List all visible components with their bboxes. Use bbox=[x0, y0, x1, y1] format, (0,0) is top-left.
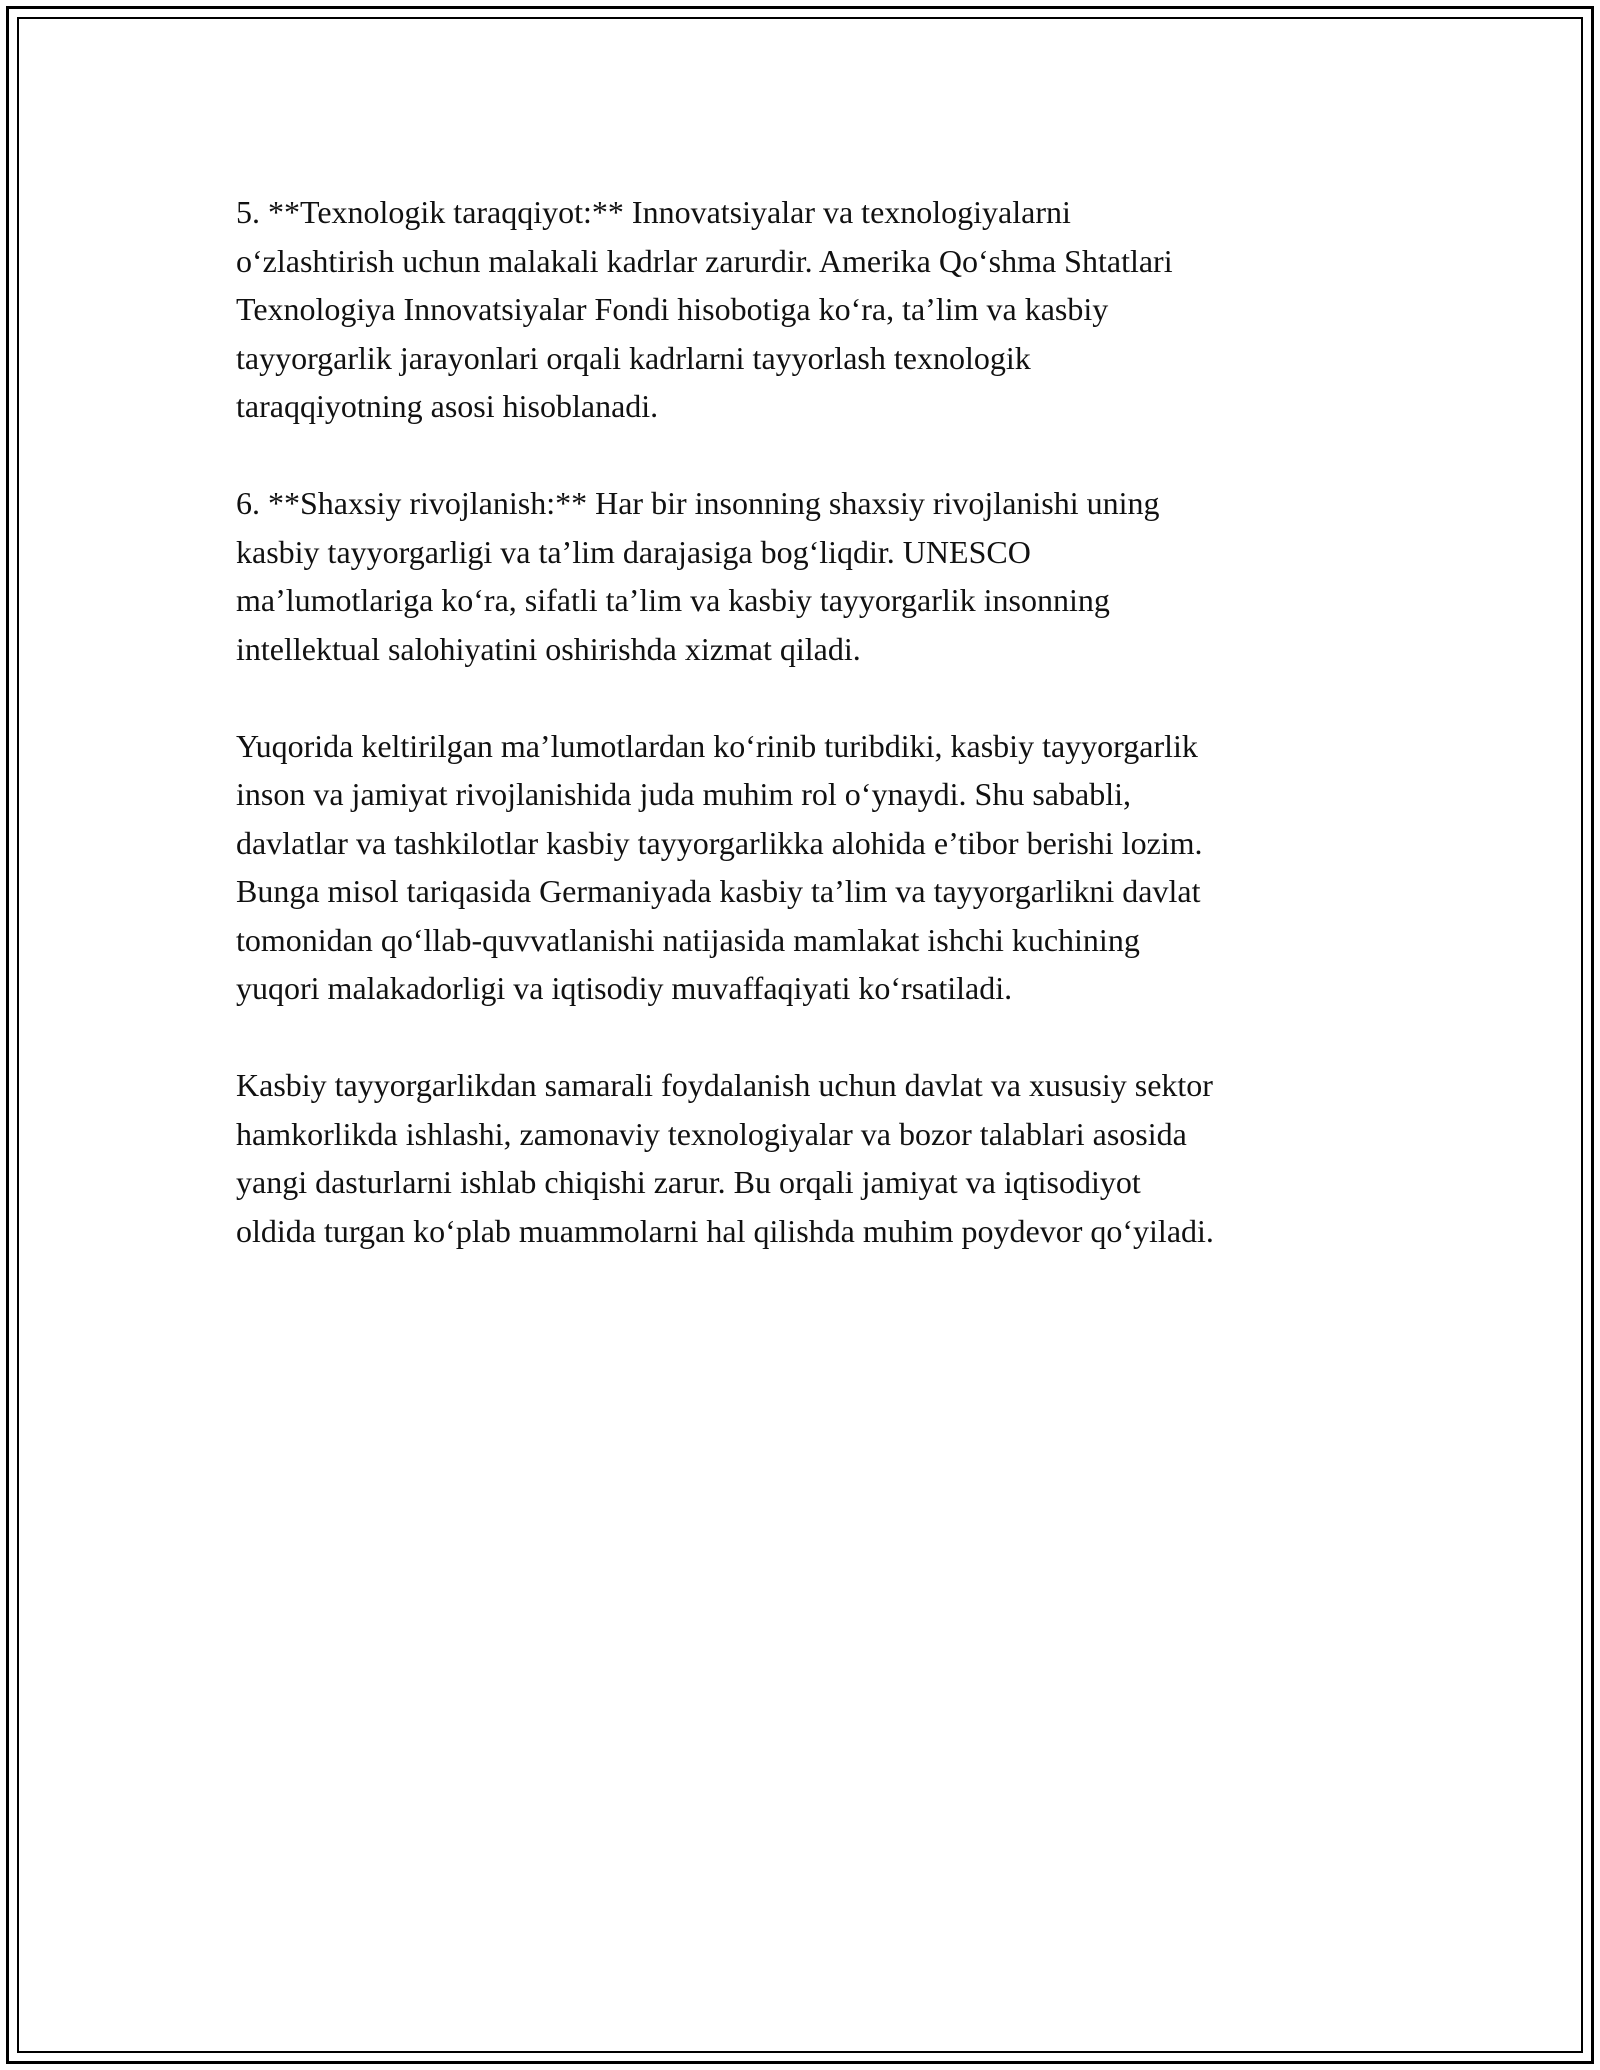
text-line: taraqqiyotning asosi hisoblanadi. bbox=[236, 388, 659, 424]
text-line: tayyorgarlik jarayonlari orqali kadrlarni tayyorlash texnologik bbox=[236, 339, 1031, 376]
paragraph-technological-progress bbox=[236, 188, 1396, 431]
text-line: Kasbiy tayyorgarlikdan samarali foydalanish uchun davlat va xususiy sektor bbox=[236, 1067, 1213, 1103]
text-line: Texnologiya Innovatsiyalar Fondi hisobotiga ko‘ra, ta’lim va kasbiy bbox=[236, 291, 1109, 327]
text-line: oldida turgan ko‘plab muammolarni hal qilishda muhim poydevor qo‘yiladi. bbox=[236, 1212, 1214, 1249]
text-line: davlatlar va tashkilotlar kasbiy tayyorgarlikka alohida e’tibor berishi lozim. bbox=[236, 824, 1203, 861]
text-line: yangi dasturlarni ishlab chiqishi zarur. Bu orqali jamiyat va iqtisodiyot bbox=[236, 1164, 1141, 1200]
text-line: Bunga misol tariqasida Germaniyada kasbiy ta’lim va tayyorgarlikni davlat bbox=[236, 873, 1201, 909]
text-line: Yuqorida keltirilgan ma’lumotlardan ko‘rinib turibdiki, kasbiy tayyorgarlik bbox=[236, 727, 1198, 764]
text-line: o‘zlashtirish uchun malakali kadrlar zarurdir. Amerika Qo‘shma Shtatlari bbox=[236, 242, 1173, 279]
text-line: hamkorlikda ishlashi, zamonaviy texnologiyalar va bozor talablari asosida bbox=[236, 1115, 1187, 1152]
paragraph-recommendation bbox=[236, 1061, 1396, 1255]
paragraph-personal-development bbox=[236, 479, 1396, 673]
text-line: inson va jamiyat rivojlanishida juda muhim rol o‘ynaydi. Shu sababli, bbox=[236, 776, 1131, 812]
text-line: ma’lumotlariga ko‘ra, sifatli ta’lim va kasbiy tayyorgarlik insonning bbox=[236, 582, 1110, 618]
document-body bbox=[236, 188, 1396, 1304]
text-line: yuqori malakadorligi va iqtisodiy muvaffaqiyati ko‘rsatiladi. bbox=[236, 970, 1013, 1006]
text-line: intellektual salohiyatini oshirishda xizmat qiladi. bbox=[236, 630, 861, 667]
text-line: kasbiy tayyorgarligi va ta’lim darajasiga bog‘liqdir. UNESCO bbox=[236, 533, 1031, 570]
paragraph-conclusion bbox=[236, 722, 1396, 1013]
text-line: 6. **Shaxsiy rivojlanish:** Har bir insonning shaxsiy rivojlanishi uning bbox=[236, 485, 1160, 521]
text-line: 5. **Texnologik taraqqiyot:** Innovatsiyalar va texnologiyalarni bbox=[236, 194, 1071, 230]
text-line: tomonidan qo‘llab-quvvatlanishi natijasida mamlakat ishchi kuchining bbox=[236, 921, 1140, 958]
